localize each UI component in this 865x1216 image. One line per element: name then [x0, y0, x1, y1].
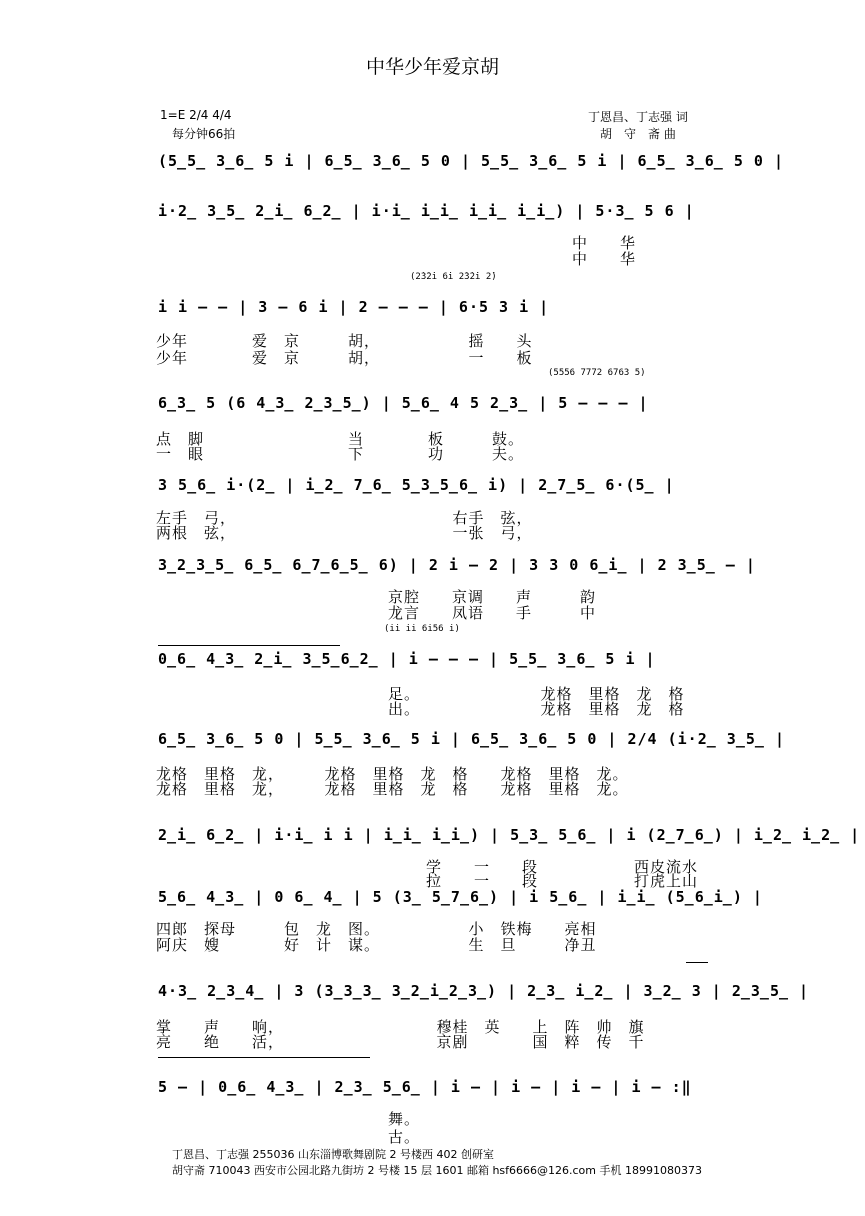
composer-credit: 胡 守 斋 曲: [600, 127, 676, 141]
lyric-verse-1: 掌 声 响， 穆桂 英 上 阵 帅 旗: [156, 1018, 645, 1036]
lyric-verse-1: 点 脚 当 板 鼓。: [156, 430, 525, 448]
slur-line: [158, 1057, 370, 1058]
lyric-verse-2: 龙言 凤语 手 中: [388, 604, 597, 622]
lyric-verse-2: 少年 爱 京 胡， 一 板: [156, 349, 533, 367]
lyric-verse-2: 中 华: [572, 250, 637, 268]
lyric-verse-1: 中 华: [572, 234, 637, 252]
tempo-marking: 每分钟66拍: [172, 127, 236, 141]
lyric-verse-1: 学 一 段 西皮流水: [426, 858, 699, 876]
notation-line: (5̲5̲ 3̲6̲ 5 i | 6̲5̲ 3̲6̲ 5 0 | 5̲5̲ 3̲6̲ 5 i | 6̲5̲ 3̲6̲ 5 0 |: [158, 152, 784, 170]
notation-line: 5 — | 0̲6̲ 4̲3̲ | 2̲3̲ 5̲6̲ | i — | i — | i — | i — :‖: [158, 1078, 692, 1096]
lyric-verse-1: 少年 爱 京 胡， 摇 头: [156, 332, 533, 350]
notation-line: 0̲6̲ 4̲3̲ 2̲i̲ 3̲5̲6̲2̲ | i — — — | 5̲5̲ 3̲6̲ 5 i |: [158, 650, 656, 668]
lyric-verse-2: 两根 弦， 一张 弓，: [156, 524, 533, 542]
lyric-verse-2: 龙格 里格 龙， 龙格 里格 龙 格 龙格 里格 龙。: [156, 780, 629, 798]
lyric-verse-2: 阿庆 嫂 好 计 谋。 生 旦 净丑: [156, 936, 597, 954]
slur-line: [158, 645, 340, 646]
lyric-verse-2: 出。 龙格 里格 龙 格: [388, 700, 685, 718]
lyricist-credit: 丁恩昌、丁志强 词: [588, 110, 688, 124]
notation-line: 4·3̲ 2̲3̲4̲ | 3 (3̲3̲3̲ 3̲2̲i̲2̲3̲) | 2̲3̲ i̲2̲ | 3̲2̲ 3 | 2̲3̲5̲ |: [158, 982, 810, 1000]
lyric-verse-2: 亮 绝 活， 京剧 国 粹 传 千: [156, 1033, 645, 1051]
lyric-verse-1: 龙格 里格 龙， 龙格 里格 龙 格 龙格 里格 龙。: [156, 765, 629, 783]
grace-notes: (2̇3̇2̇i̇ 6̇i̇ 2̇3̇2̇i̇ 2̇): [410, 272, 497, 282]
notation-line: 2̲i̲ 6̲2̲ | i·i̲ i i | i̲i̲ i̲i̲) | 5̲3̲ 5̲6̲ | i (2̲7̲6̲) | i̲2̲ i̲2̲ |: [158, 826, 861, 844]
lyric-verse-1: 左手 弓， 右手 弦，: [156, 509, 533, 527]
notation-line: 3̲2̲3̲5̲ 6̲5̲ 6̲7̲6̲5̲ 6) | 2 i — 2 | 3 3 0 6̲i̲ | 2 3̲5̲ — |: [158, 556, 756, 574]
notation-line: 3 5̲6̲ i·(2̲ | i̲2̲ 7̲6̲ 5̲3̲5̲6̲ i) | 2̲7̲5̲ 6·(5̲ |: [158, 476, 675, 494]
grace-notes: (i̇i̇ i̇i̇ 6i̇56 i̇): [384, 624, 460, 634]
key-signature: 1=E 2/4 4/4: [160, 108, 232, 122]
lyric-verse-1: 足。 龙格 里格 龙 格: [388, 685, 685, 703]
lyric-verse-1: 四郎 探母 包 龙 图。 小 铁梅 亮相: [156, 920, 597, 938]
notation-line: 6̲5̲ 3̲6̲ 5 0 | 5̲5̲ 3̲6̲ 5 i | 6̲5̲ 3̲6̲ 5 0 | 2/4 (i·2̲ 3̲5̲ |: [158, 730, 785, 748]
footer-contact-2: 胡守斋 710043 西安市公园北路九街坊 2 号楼 15 层 1601 邮箱 hsf6666@126.com 手机 18991080373: [172, 1164, 702, 1177]
lyric-verse-2: 古。: [388, 1128, 421, 1146]
notation-line: 6̲3̲ 5 (6 4̲3̲ 2̲3̲5̲) | 5̲6̲ 4 5 2̲3̲ | 5 — — — |: [158, 394, 649, 412]
lyric-verse-1: 京腔 京调 声 韵: [388, 588, 597, 606]
notation-line: i·2̲ 3̲5̲ 2̲i̲ 6̲2̲ | i·i̲ i̲i̲ i̲i̲ i̲i̲) | 5·3̲ 5 6 |: [158, 202, 695, 220]
lyric-verse-2: 拉 一 段 打虎上山: [426, 872, 699, 890]
lyric-verse-1: 舞。: [388, 1110, 421, 1128]
slur-line: [686, 962, 708, 963]
footer-contact-1: 丁恩昌、丁志强 255036 山东淄博歌舞剧院 2 号楼西 402 创研室: [172, 1148, 494, 1161]
page-title: 中华少年爱京胡: [365, 56, 499, 78]
notation-line: 5̲6̲ 4̲3̲ | 0 6̲ 4̲ | 5 (3̲ 5̲7̲6̲) | i 5̲6̲ | i̲i̲ (5̲6̲i̲) |: [158, 888, 763, 906]
lyric-verse-2: 一 眼 下 功 夫。: [156, 445, 525, 463]
grace-notes: (5556 7772 6763 5): [548, 368, 646, 378]
notation-line: i i — — | 3 — 6 i | 2 — — — | 6·5 3 i |: [158, 298, 550, 316]
